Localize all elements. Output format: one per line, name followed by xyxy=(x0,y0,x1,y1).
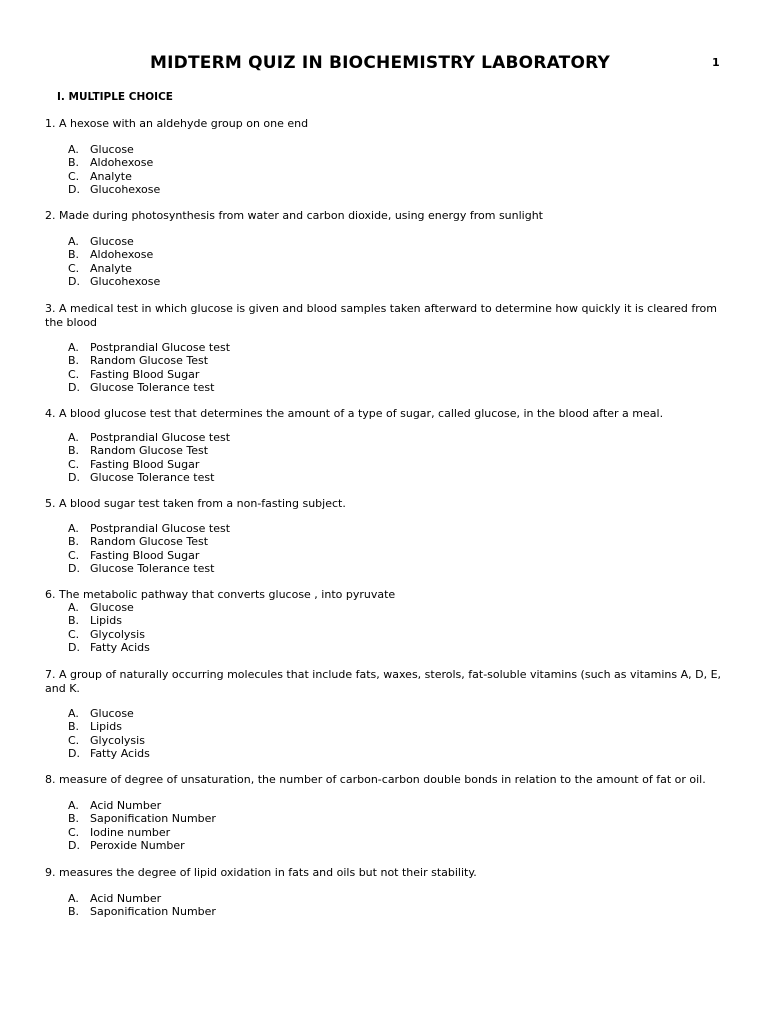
question-3-options xyxy=(68,341,230,395)
option-letter: C. xyxy=(68,457,80,471)
option-text: Saponification Number xyxy=(90,812,216,826)
option-letter: D. xyxy=(68,562,80,576)
question-5: 5. A blood sugar test taken from a non-fasting subject. xyxy=(45,497,346,510)
option-text: Acid Number xyxy=(90,799,162,812)
option xyxy=(68,892,216,905)
option-text: Postprandial Glucose test xyxy=(90,431,231,444)
option xyxy=(68,812,216,825)
option-letter: C. xyxy=(68,261,80,275)
option-letter: B. xyxy=(68,248,80,262)
question-5-options xyxy=(68,522,230,576)
option-letter: A. xyxy=(68,431,79,444)
option xyxy=(68,720,150,733)
option xyxy=(68,458,230,471)
option-letter: A. xyxy=(68,892,79,905)
option-text: Analyte xyxy=(90,261,132,275)
option xyxy=(68,549,230,562)
option-text: Postprandial Glucose test xyxy=(90,341,231,354)
question-6: 6. The metabolic pathway that converts glucose , into pyruvate xyxy=(45,588,396,601)
option-letter: B. xyxy=(68,444,80,458)
option-letter: B. xyxy=(68,905,80,919)
option xyxy=(68,262,160,275)
option-text: Fasting Blood Sugar xyxy=(90,548,200,562)
option xyxy=(68,747,150,760)
document-title: MIDTERM QUIZ IN BIOCHEMISTRY LABORATORY xyxy=(150,53,610,73)
question-4: 4. A blood glucose test that determines the amount of a type of sugar, called glucose, in the blood after a meal. xyxy=(45,407,664,420)
option xyxy=(68,341,230,354)
option-letter: C. xyxy=(68,733,80,747)
option xyxy=(68,641,150,654)
option-letter: D. xyxy=(68,839,80,853)
option-text: Glucose Tolerance test xyxy=(90,562,215,576)
section-heading: I. MULTIPLE CHOICE xyxy=(57,91,173,103)
option xyxy=(68,471,230,484)
question-1-options xyxy=(68,143,160,197)
option-text: Glucohexose xyxy=(90,275,161,289)
option xyxy=(68,707,150,720)
option-letter: D. xyxy=(68,275,80,289)
option-text: Glucose xyxy=(90,235,134,248)
option xyxy=(68,522,230,535)
option-text: Random Glucose Test xyxy=(90,535,209,549)
option-letter: A. xyxy=(68,601,79,614)
question-8-options xyxy=(68,799,216,853)
option-text: Glycolysis xyxy=(90,733,145,747)
question-2: 2. Made during photosynthesis from water and carbon dioxide, using energy from sunlight xyxy=(45,209,543,222)
option-text: Postprandial Glucose test xyxy=(90,522,231,535)
option-text: Fatty Acids xyxy=(90,747,150,761)
option-letter: A. xyxy=(68,522,79,535)
option-letter: C. xyxy=(68,169,80,183)
question-7-options xyxy=(68,707,150,761)
option xyxy=(68,799,216,812)
option-text: Lipids xyxy=(90,720,122,734)
option-text: Glucose Tolerance test xyxy=(90,381,215,395)
option xyxy=(68,156,160,169)
option-letter: D. xyxy=(68,381,80,395)
option-letter: C. xyxy=(68,627,80,641)
option-letter: A. xyxy=(68,341,79,354)
option xyxy=(68,839,216,852)
option-letter: A. xyxy=(68,143,79,156)
option xyxy=(68,275,160,288)
option xyxy=(68,601,150,614)
option-letter: B. xyxy=(68,812,80,826)
option-letter: A. xyxy=(68,235,79,248)
option xyxy=(68,431,230,444)
page-number: 1 xyxy=(712,56,720,69)
option-text: Analyte xyxy=(90,169,132,183)
option-letter: A. xyxy=(68,799,79,812)
option xyxy=(68,248,160,261)
option-text: Glucose xyxy=(90,143,134,156)
option xyxy=(68,170,160,183)
option-text: Aldohexose xyxy=(90,248,154,262)
option xyxy=(68,535,230,548)
option-text: Acid Number xyxy=(90,892,162,905)
option-letter: D. xyxy=(68,641,80,655)
question-3: 3. A medical test in which glucose is given and blood samples taken afterward to determine how quickly it is cleared from the blood xyxy=(45,302,717,329)
option-text: Fasting Blood Sugar xyxy=(90,457,200,471)
option xyxy=(68,628,150,641)
option-text: Lipids xyxy=(90,614,122,628)
option xyxy=(68,562,230,575)
option-letter: D. xyxy=(68,747,80,761)
question-9: 9. measures the degree of lipid oxidation in fats and oils but not their stability. xyxy=(45,866,477,879)
option-letter: B. xyxy=(68,720,80,734)
option-text: Peroxide Number xyxy=(90,839,185,853)
question-7: 7. A group of naturally occurring molecules that include fats, waxes, sterols, fat-soluble vitamins (such as vitamins A, D, E, and K. xyxy=(45,668,722,695)
option-letter: D. xyxy=(68,471,80,485)
option-text: Iodine number xyxy=(90,825,171,839)
option-letter: B. xyxy=(68,614,80,628)
option-text: Fatty Acids xyxy=(90,641,150,655)
question-1: 1. A hexose with an aldehyde group on one end xyxy=(45,117,309,130)
option-letter: B. xyxy=(68,535,80,549)
option-letter: C. xyxy=(68,548,80,562)
option xyxy=(68,614,150,627)
option-text: Glucose xyxy=(90,707,134,720)
option xyxy=(68,826,216,839)
question-6-options xyxy=(68,601,150,655)
option-letter: C. xyxy=(68,825,80,839)
question-2-options xyxy=(68,235,160,289)
option-text: Fasting Blood Sugar xyxy=(90,367,200,381)
option-text: Glucose xyxy=(90,601,134,614)
option-text: Glucose Tolerance test xyxy=(90,471,215,485)
option xyxy=(68,183,160,196)
option xyxy=(68,368,230,381)
option-letter: D. xyxy=(68,183,80,197)
option-letter: A. xyxy=(68,707,79,720)
option xyxy=(68,444,230,457)
option-text: Glycolysis xyxy=(90,627,145,641)
option-text: Aldohexose xyxy=(90,156,154,170)
option-letter: C. xyxy=(68,367,80,381)
option-text: Glucohexose xyxy=(90,183,161,197)
option-text: Random Glucose Test xyxy=(90,354,209,368)
option xyxy=(68,381,230,394)
option xyxy=(68,734,150,747)
question-4-options xyxy=(68,431,230,485)
option-letter: B. xyxy=(68,354,80,368)
option-text: Saponification Number xyxy=(90,905,216,919)
option xyxy=(68,235,160,248)
option xyxy=(68,143,160,156)
option-letter: B. xyxy=(68,156,80,170)
question-8: 8. measure of degree of unsaturation, the number of carbon-carbon double bonds in relation to the amount of fat or oil. xyxy=(45,773,706,786)
question-9-options xyxy=(68,892,216,919)
option xyxy=(68,905,216,918)
option xyxy=(68,354,230,367)
option-text: Random Glucose Test xyxy=(90,444,209,458)
